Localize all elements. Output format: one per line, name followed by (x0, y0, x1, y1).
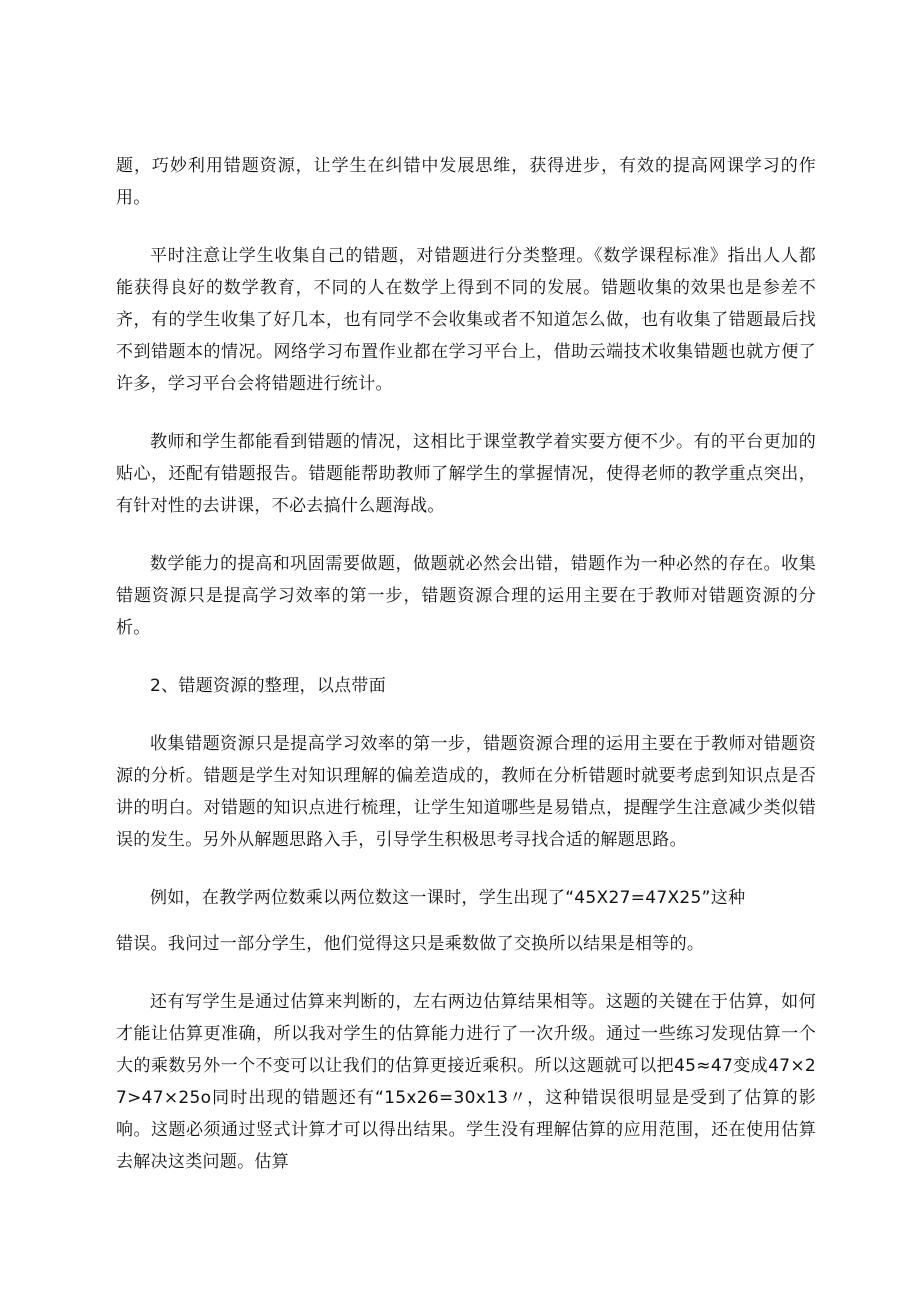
paragraph-6-line-2: 错误。我问过一部分学生，他们觉得这只是乘数做了交换所以结果是相等的。 (116, 934, 705, 954)
section-heading: 2、错题资源的整理，以点带面 (150, 676, 387, 696)
paragraph-3: 教师和学生都能看到错题的情况，这相比于课堂教学着实要方便不少。有的平台更加的贴心，还配有错题报告。错题能帮助教师了解学生的掌握情况，使得老师的教学重点突出，有针对性的去讲课，不必去搞什么题海战。 (116, 432, 816, 516)
paragraph-4: 数学能力的提高和巩固需要做题，做题就必然会出错，错题作为一种必然的存在。收集错题资源只是提高学习效率的第一步，错题资源合理的运用主要在于教师对错题资源的分析。 (116, 554, 816, 638)
paragraph-5: 收集错题资源只是提高学习效率的第一步，错题资源合理的运用主要在于教师对错题资源的分析。错题是学生对知识理解的偏差造成的，教师在分析错题时就要考虑到知识点是否讲的明白。对错题的知识点进行梳理，让学生知道哪些是易错点，提醒学生注意减少类似错误的发生。另外从解题思路入手，引导学生积极思考寻找合适的解题思路。 (116, 734, 816, 850)
paragraph-7: 还有写学生是通过估算来判断的，左右两边估算结果相等。这题的关键在于估算，如何才能让估算更准确，所以我对学生的估算能力进行了一次升级。通过一些练习发现估算一个大的乘数另外一个不变可以让我们的估算更接近乘积。所以这题就可以把45≈47变成47×27>47×25o同时出现的错题还有“15x26=30x13〃，这种错误很明显是受到了估算的影响。这题必须通过竖式计算才可以得出结果。学生没有理解估算的应用范围，还在使用估算去解决这类问题。估算 (116, 992, 816, 1172)
paragraph-2: 平时注意让学生收集自己的错题，对错题进行分类整理。《数学课程标准》指出人人都能获得良好的数学教育，不同的人在数学上得到不同的发展。错题收集的效果也是参差不齐，有的学生收集了好几本，也有同学不会收集或者不知道怎么做，也有收集了错题最后找不到错题本的情况。网络学习布置作业都在学习平台上，借助云端技术收集错题也就方便了许多，学习平台会将错题进行统计。 (116, 246, 816, 394)
paragraph-6-line-1: 例如，在教学两位数乘以两位数这一课时，学生出现了“45X27=47X25”这种 (150, 888, 746, 908)
paragraph-1: 题，巧妙利用错题资源，让学生在纠错中发展思维，获得进步，有效的提高网课学习的作用。 (116, 156, 816, 208)
document-body (116, 150, 816, 1178)
paragraph-6 (116, 882, 816, 960)
